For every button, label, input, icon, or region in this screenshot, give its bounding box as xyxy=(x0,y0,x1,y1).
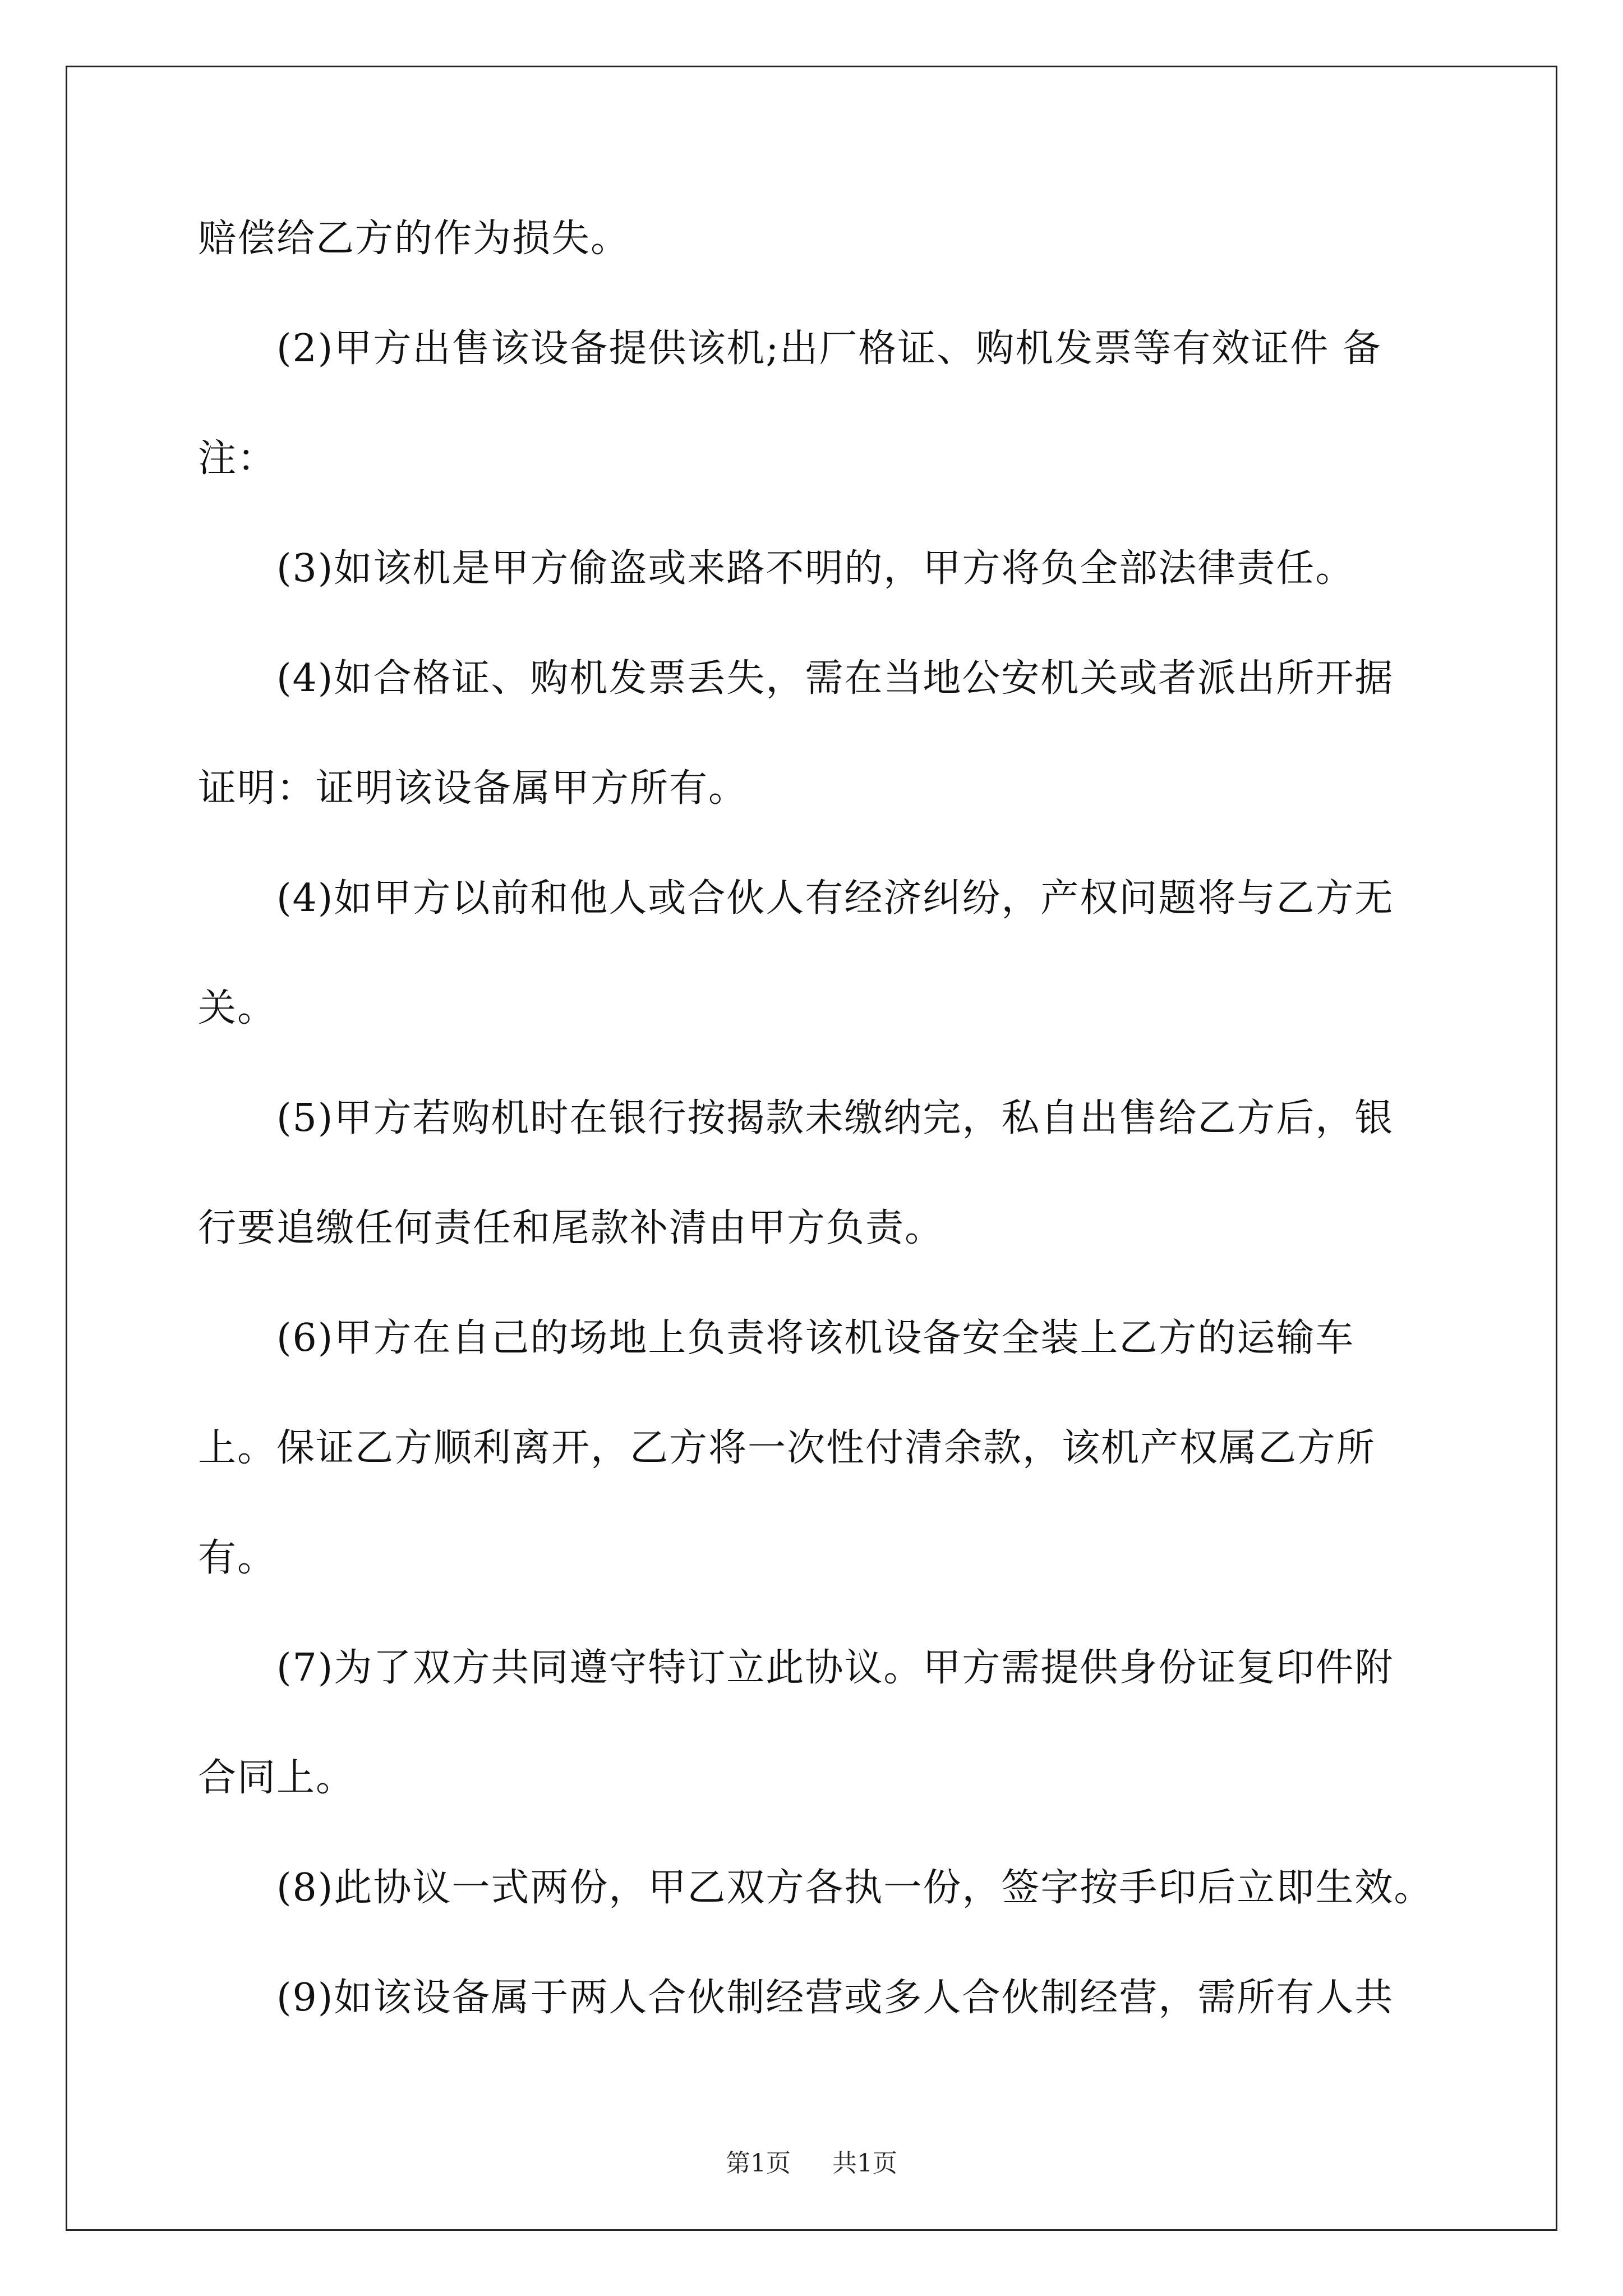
text-line-6: 证明：证明该设备属甲方所有。 xyxy=(198,766,748,811)
text-line-10: 行要追缴任何责任和尾款补清由甲方负责。 xyxy=(198,1206,944,1250)
text-line-17: (9)如该设备属于两人合伙制经营或多人合伙制经营，需所有人共 xyxy=(276,1976,1394,2020)
page-number-current: 第1页 xyxy=(726,2149,791,2178)
text-line-16: (8)此协议一式两份，甲乙双方各执一份，签字按手印后立即生效。 xyxy=(276,1866,1433,1910)
text-line-15: 合同上。 xyxy=(198,1756,356,1800)
text-line-7: (4)如甲方以前和他人或合伙人有经济纠纷，产权问题将与乙方无 xyxy=(276,876,1394,921)
text-line-14: (7)为了双方共同遵守特订立此协议。甲方需提供身份证复印件附 xyxy=(276,1646,1394,1690)
text-line-5: (4)如合格证、购机发票丢失，需在当地公安机关或者派出所开据 xyxy=(276,656,1394,701)
text-line-12: 上。保证乙方顺利离开，乙方将一次性付清余款，该机产权属乙方所 xyxy=(198,1426,1376,1470)
text-line-9: (5)甲方若购机时在银行按揭款未缴纳完，私自出售给乙方后，银 xyxy=(276,1096,1394,1140)
document-body xyxy=(198,184,1432,2053)
text-line-13: 有。 xyxy=(198,1536,277,1580)
text-line-4: (3)如该机是甲方偷盗或来路不明的，甲方将负全部法律责任。 xyxy=(276,546,1355,591)
text-line-3: 注： xyxy=(198,436,277,481)
text-line-1: 赔偿给乙方的作为损失。 xyxy=(198,217,630,261)
page-footer xyxy=(0,2143,1623,2179)
text-line-11: (6)甲方在自己的场地上负责将该机设备安全装上乙方的运输车 xyxy=(276,1316,1355,1360)
page-number-total: 共1页 xyxy=(832,2149,897,2178)
text-line-8: 关。 xyxy=(198,986,277,1030)
text-line-2: (2)甲方出售该设备提供该机;出厂格证、购机发票等有效证件 备 xyxy=(276,326,1382,371)
